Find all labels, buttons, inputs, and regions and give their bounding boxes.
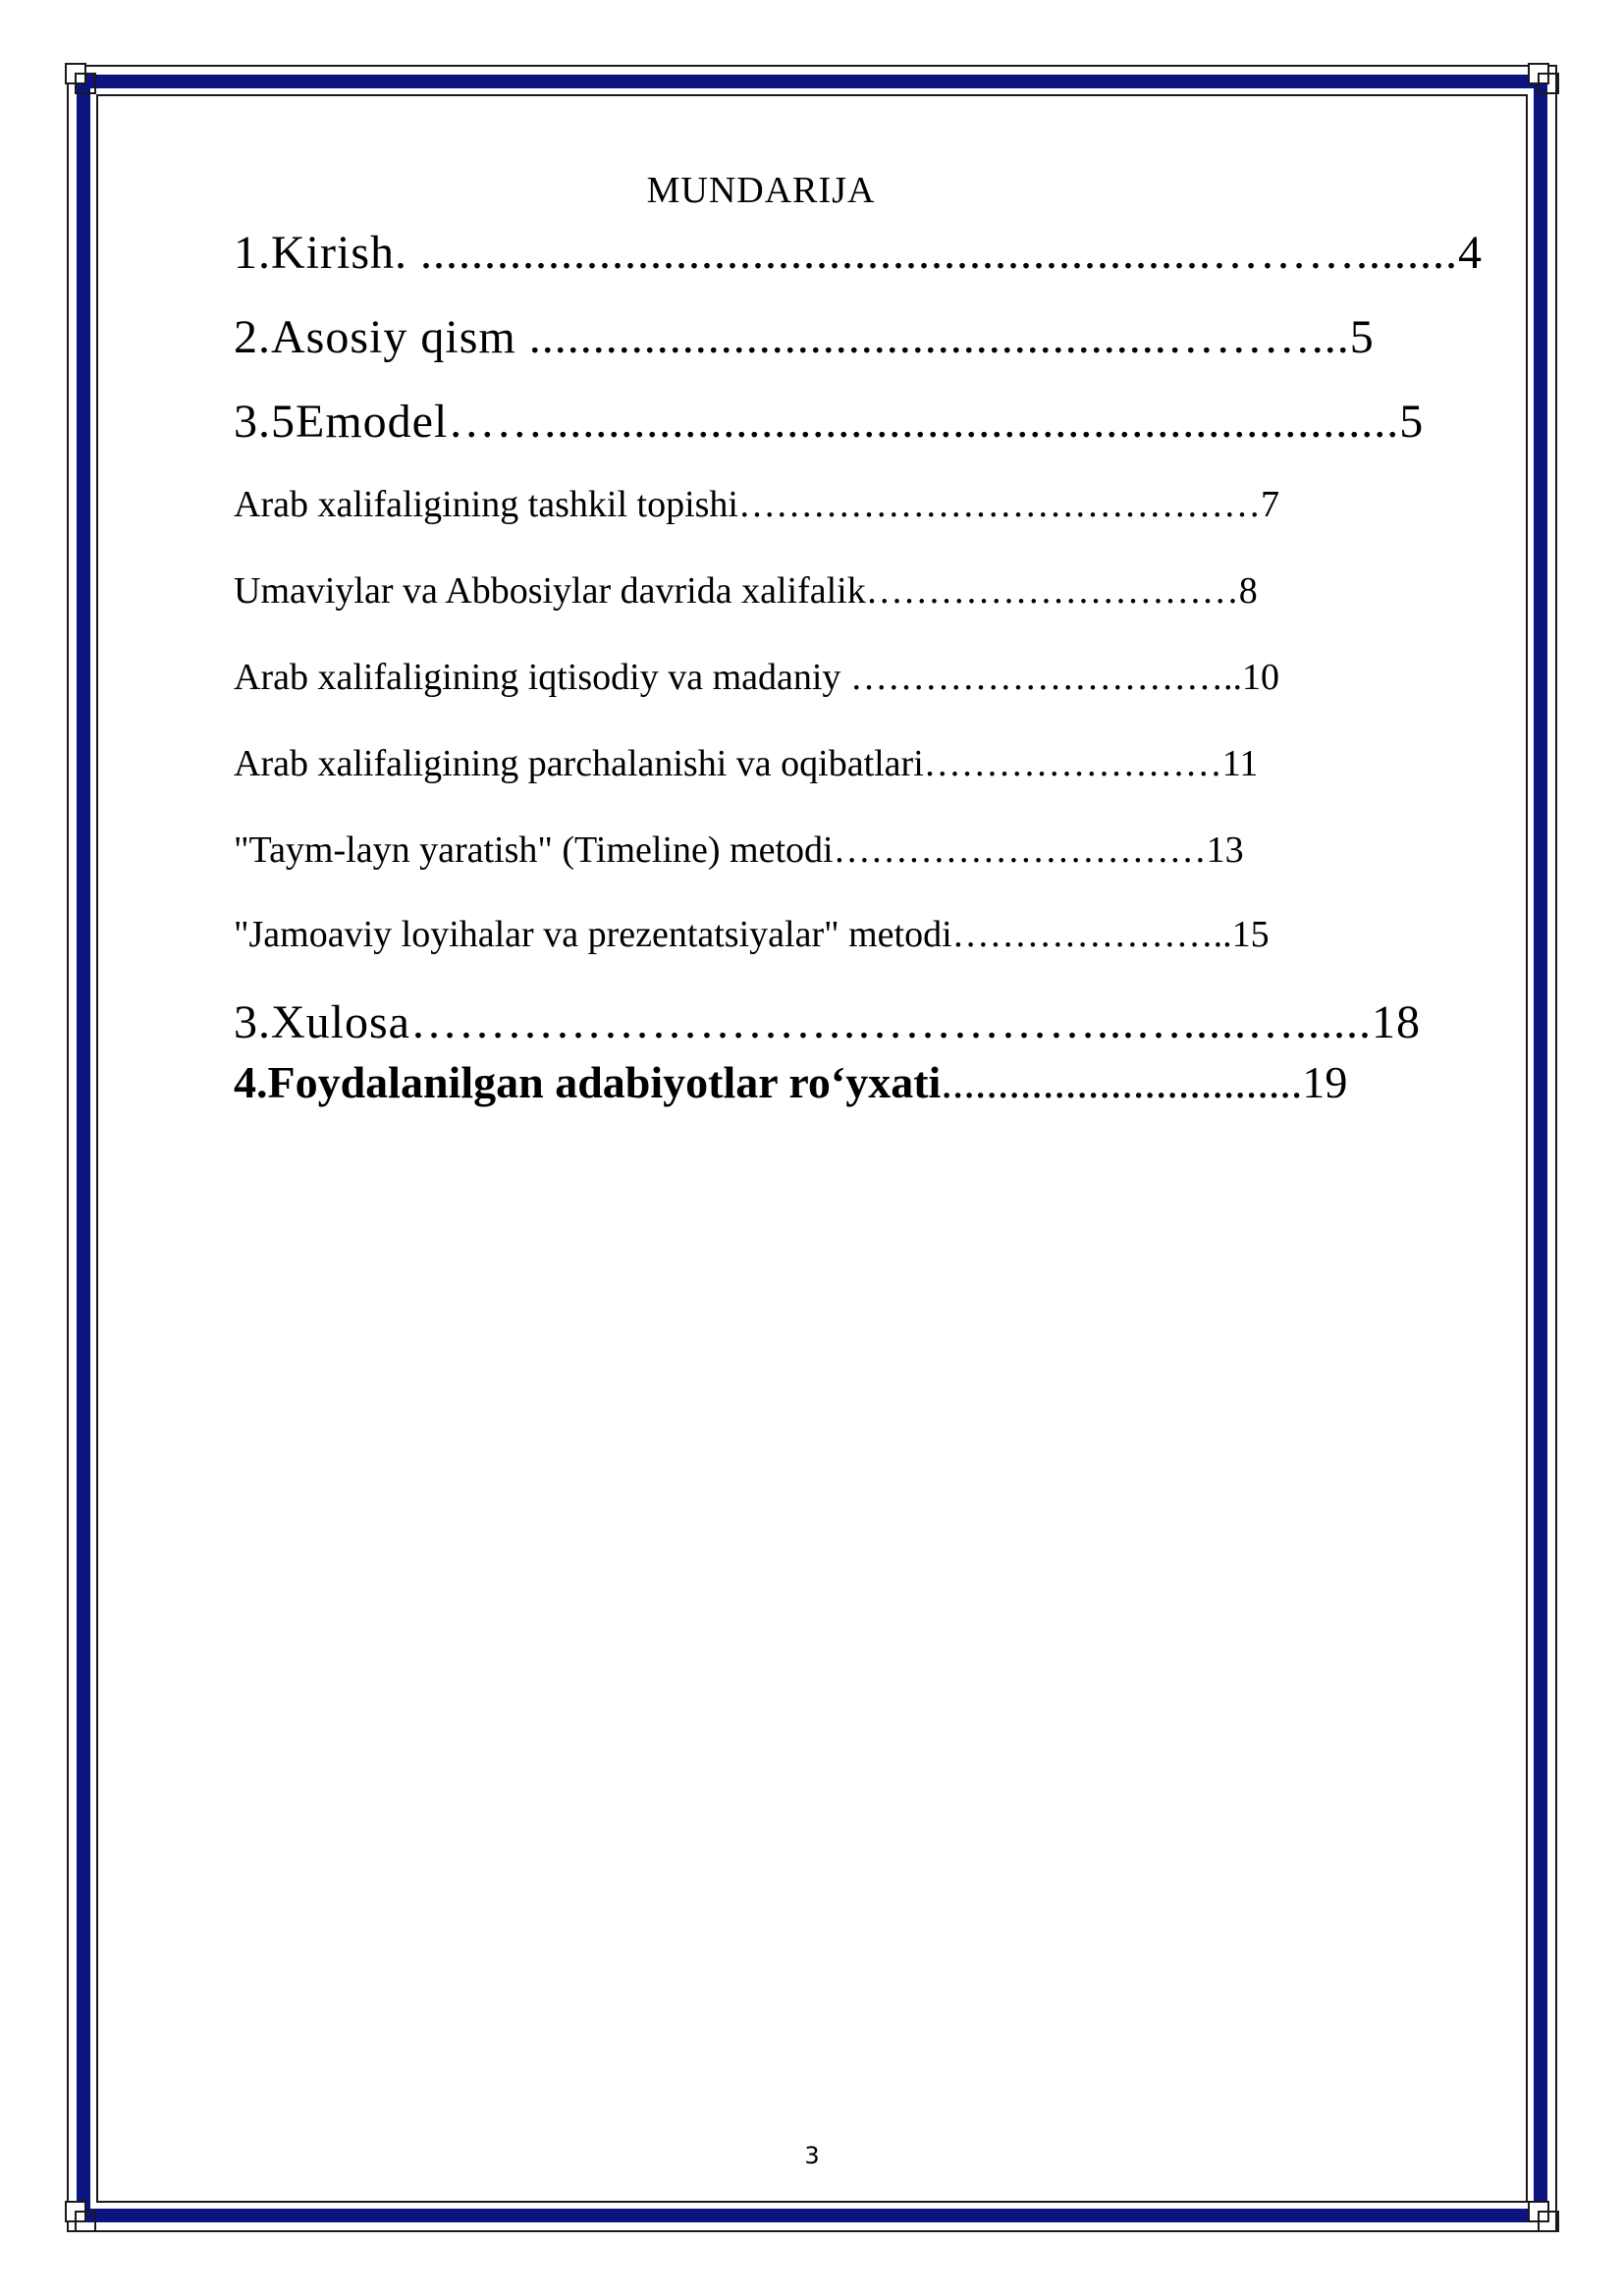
toc-entry-page: 13 — [1206, 829, 1244, 871]
toc-entry-page: 7 — [1260, 484, 1279, 525]
toc-entry-label: "Taym-layn yaratish" (Timeline) metodi — [234, 829, 834, 871]
toc-entry-tashkil-topishi[interactable] — [234, 483, 1279, 526]
toc-entry-leader: ……................................................................... — [448, 396, 1400, 448]
toc-entry-leader: …………………… — [923, 743, 1222, 784]
toc-entry-5emodel[interactable] — [234, 395, 1424, 449]
toc-entry-umaviylar[interactable] — [234, 569, 1258, 613]
toc-entry-label: Arab xalifaligining parchalanishi va oqibatlari — [234, 743, 924, 784]
toc-entry-page: 10 — [1241, 657, 1279, 698]
toc-entry-page: 4 — [1458, 227, 1483, 279]
corner-ornament-top-left — [65, 63, 98, 96]
toc-entry-label: Umaviylar va Abbosiylar davrida xalifalik — [234, 570, 866, 612]
toc-entry-label: 3.5Emodel — [234, 396, 449, 448]
toc-entry-leader: ................................ — [941, 1057, 1303, 1107]
toc-entry-parchalanishi[interactable] — [234, 742, 1258, 785]
toc-entry-page: 15 — [1231, 914, 1270, 955]
toc-entry-page: 19 — [1302, 1057, 1348, 1107]
toc-entry-label: "Jamoaviy loyihalar va prezentatsiyalar" metodi — [234, 914, 952, 955]
toc-entry-xulosa[interactable] — [234, 995, 1421, 1049]
toc-entry-leader: ……………………….……………...….....…...... — [409, 996, 1372, 1048]
toc-entry-label: Arab xalifaligining iqtisodiy va madaniy — [234, 657, 850, 698]
corner-ornament-top-right — [1528, 63, 1561, 96]
toc-entry-leader: ………………………… — [833, 829, 1207, 871]
toc-entry-page: 5 — [1399, 396, 1425, 448]
page-title: MUNDARIJA — [646, 170, 876, 211]
toc-entry-leader: …………………………………… — [737, 484, 1261, 525]
toc-entry-label: 3.Xulosa — [234, 996, 410, 1048]
toc-entry-timeline[interactable] — [234, 828, 1244, 872]
toc-entry-page: 8 — [1238, 570, 1258, 612]
toc-entry-page: 18 — [1371, 996, 1421, 1048]
corner-ornament-bottom-right — [1528, 2201, 1561, 2234]
toc-entry-iqtisodiy[interactable] — [234, 656, 1279, 699]
toc-entry-page: 11 — [1221, 743, 1259, 784]
toc-entry-leader: ………………………… — [865, 570, 1239, 612]
toc-entry-jamoaviy[interactable] — [234, 913, 1270, 956]
toc-entry-label: Arab xalifaligining tashkil topishi — [234, 484, 738, 525]
toc-entry-page: 5 — [1349, 311, 1375, 363]
toc-entry-leader: ..................................................………... — [528, 311, 1350, 363]
toc-entry-leader: ………………………….. — [849, 657, 1242, 698]
toc-entry-adabiyotlar[interactable] — [234, 1056, 1347, 1108]
toc-entry-label: 4.Foydalanilgan adabiyotlar ro‘yxati — [234, 1057, 942, 1107]
toc-entry-asosiy-qism[interactable] — [234, 310, 1375, 364]
toc-entry-leader: ..............................................................………........ — [420, 227, 1458, 279]
toc-entry-label: 2.Asosiy qism — [234, 311, 529, 363]
toc-entry-leader: ………………….. — [951, 914, 1232, 955]
corner-ornament-bottom-left — [65, 2201, 98, 2234]
toc-entry-label: 1.Kirish. — [234, 227, 420, 279]
toc-entry-kirish[interactable] — [234, 226, 1483, 280]
page-number: 3 — [804, 2142, 820, 2169]
